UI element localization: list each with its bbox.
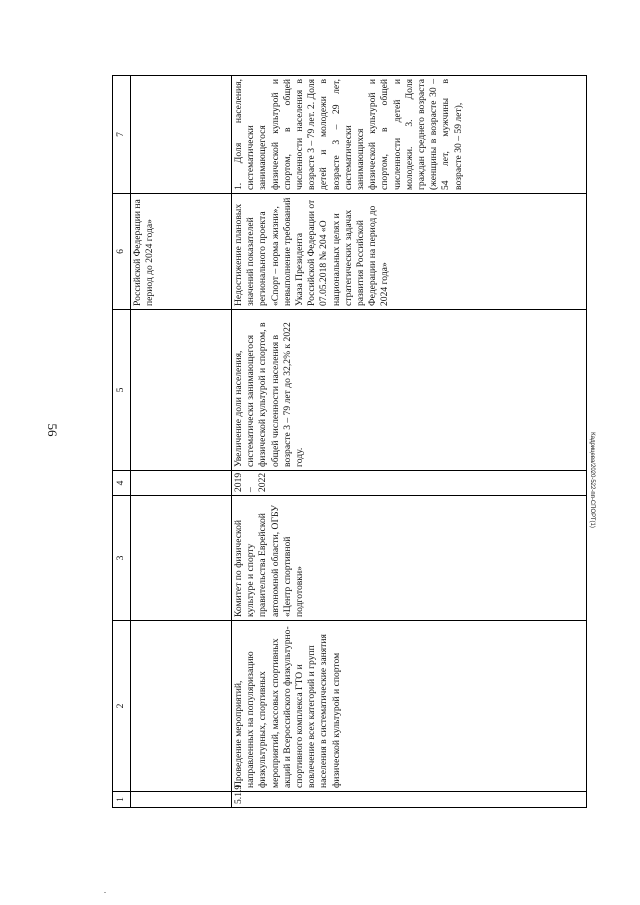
consequences-cell: Недостижение плановых значений показателей регионального проекта «Спорт – норма жизни», невыполнение требований Указа Президента Российской Федерации от 07.05.2018 № 204 «О национальных целях и стратегических задачах развития Российской Федерации на период до 2024 года» (232, 194, 587, 310)
table-row (232, 76, 587, 808)
cont-cell-2 (131, 621, 232, 792)
margin-mark: . (104, 886, 106, 895)
years-cell: 2019 – 2022 (232, 471, 587, 496)
cont-cell-5 (131, 310, 232, 471)
header-col-7: 7 (113, 76, 131, 194)
indicators-cell: 1. Доля населения, систематически занимающегося физической культурой и спортом, в общей численности населения в возрасте 3 – 79 лет. 2. Доля детей и молодежи в возрасте 3 – 29 лет, систематически занимающихся физической культурой и спортом, в общей численности детей и молодежи. 3. Доля граждан среднего возраста (женщины в возрасте 30 – 54 лет, мужчины в возрасте 30 – 59 лет), (232, 76, 587, 194)
continuation-row (131, 76, 232, 808)
executor-cell: Комитет по физической культуре и спорту правительства Еврейской автономной области, ОГБУ «Центр спортивной подготовки» (232, 496, 587, 621)
cont-cell-6: Российской Федерации на период до 2024 года» (131, 194, 232, 310)
result-cell: Увеличение доли населения, систематически занимающегося физической культурой и спортом, в общей численности населения в возрасте 3 – 79 лет до 32,2% к 2022 году. (232, 310, 587, 471)
header-col-5: 5 (113, 310, 131, 471)
cont-cell-3 (131, 496, 232, 621)
header-col-3: 3 (113, 496, 131, 621)
activity-cell: Проведение мероприятий, направленных на популяризацию физкультурных, спортивных мероприятий, массовых спортивных акций и Всероссийского физкультурно-спортивного комплекса ГТО и вовлечение всех категорий и групп населения в систематические занятия физической культурой и спортом (232, 621, 587, 792)
page-number: 56 (45, 423, 60, 437)
header-col-6: 6 (113, 194, 131, 310)
measures-table (112, 75, 587, 808)
rotated-table-container (112, 76, 587, 808)
header-col-2: 2 (113, 621, 131, 792)
header-row (113, 76, 131, 808)
cont-cell-7 (131, 76, 232, 194)
cont-cell-1 (131, 792, 232, 808)
cont-cell-4 (131, 471, 232, 496)
document-footer: Кадрицева/2020-522-пп-СПОРТ(1) (589, 432, 595, 528)
header-col-4: 4 (113, 471, 131, 496)
row-number: 5.1.9 (232, 792, 587, 808)
header-col-1: 1 (113, 792, 131, 808)
